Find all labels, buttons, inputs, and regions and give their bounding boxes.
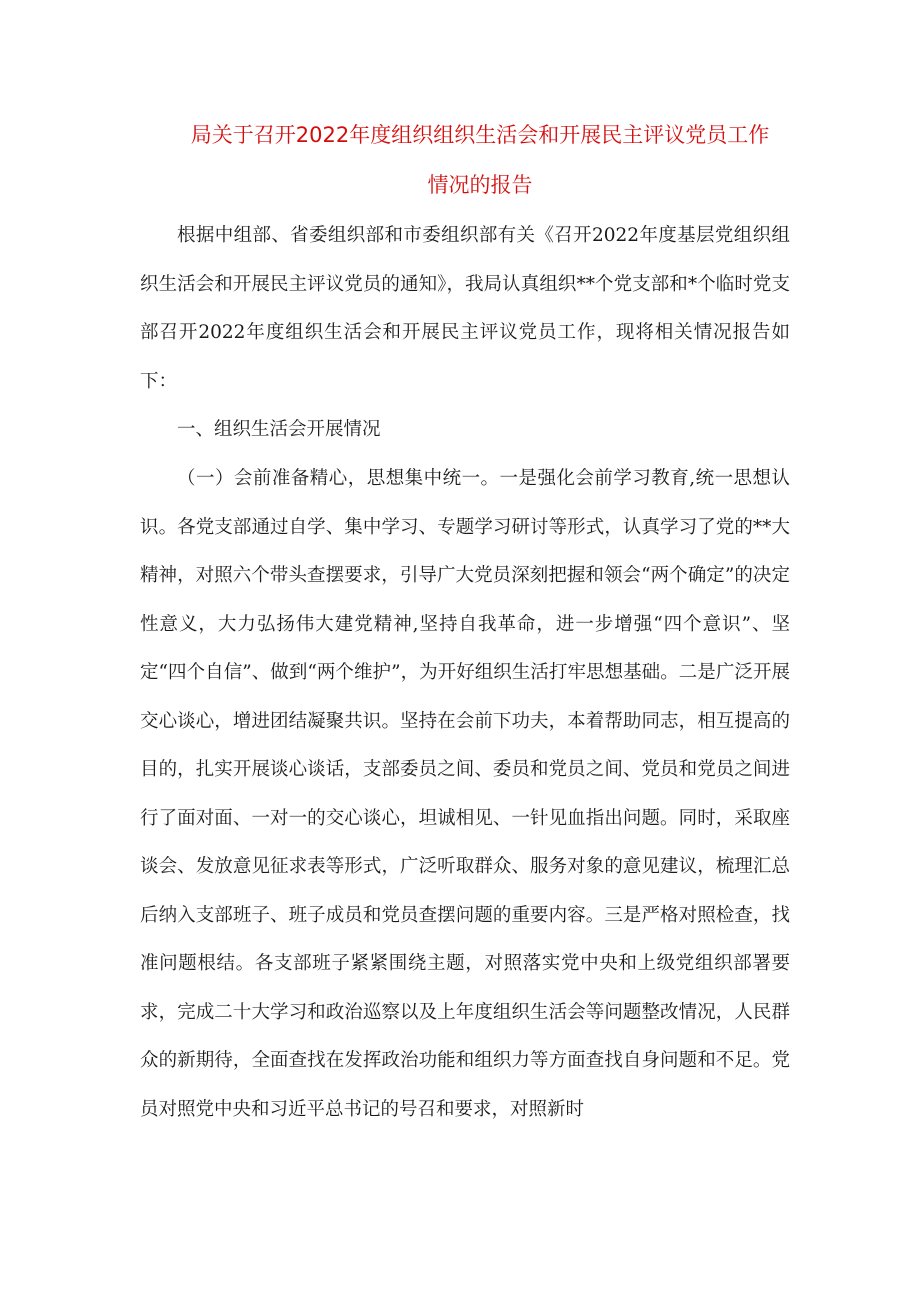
intro-paragraph: 根据中组部、省委组织部和市委组织部有关《召开2022年度基层党组织组织生活会和开展民主评议党员的通知》，我局认真组织**个党支部和*个临时党支部召开2022年度组织生活会和开展民主评议党员工作，现将相关情况报告如下：: [140, 225, 790, 392]
document-title-line-1: 局关于召开2022年度组织组织生活会和开展民主评议党员工作: [190, 123, 770, 147]
document-title-line-2: 情况的报告: [427, 173, 533, 197]
section-heading: 一、组织生活会开展情况: [177, 419, 381, 440]
section-paragraph: （一）会前准备精心，思想集中统一。一是强化会前学习教育,统一思想认识。各党支部通过自学、集中学习、专题学习研讨等形式，认真学习了党的**大精神，对照六个带头查摆要求，引导广大党员深刻把握和领会“两个确定”的决定性意义，大力弘扬伟大建党精神,坚持自我革命，进一步增强“四个意识”、坚定“四个自信”、做到“两个维护”，为开好组织生活打牢思想基础。二是广泛开展交心谈心，增进团结凝聚共识。坚持在会前下功夫，本着帮助同志，相互提高的目的，扎实开展谈心谈话，支部委员之间、委员和党员之间、党员和党员之间进行了面对面、一对一的交心谈心，坦诚相见、一针见血指出问题。同时，采取座谈会、发放意见征求表等形式，广泛听取群众、服务对象的意见建议，梳理汇总后纳入支部班子、班子成员和党员查摆问题的重要内容。三是严格对照检查，找准问题根结。各支部班子紧紧围绕主题，对照落实党中央和上级党组织部署要求，完成二十大学习和政治巡察以及上年度组织生活会等问题整改情况，人民群众的新期待，全面查找在发挥政治功能和组织力等方面查找自身问题和不足。党员对照党中央和习近平总书记的号召和要求，对照新时: [140, 468, 790, 1120]
